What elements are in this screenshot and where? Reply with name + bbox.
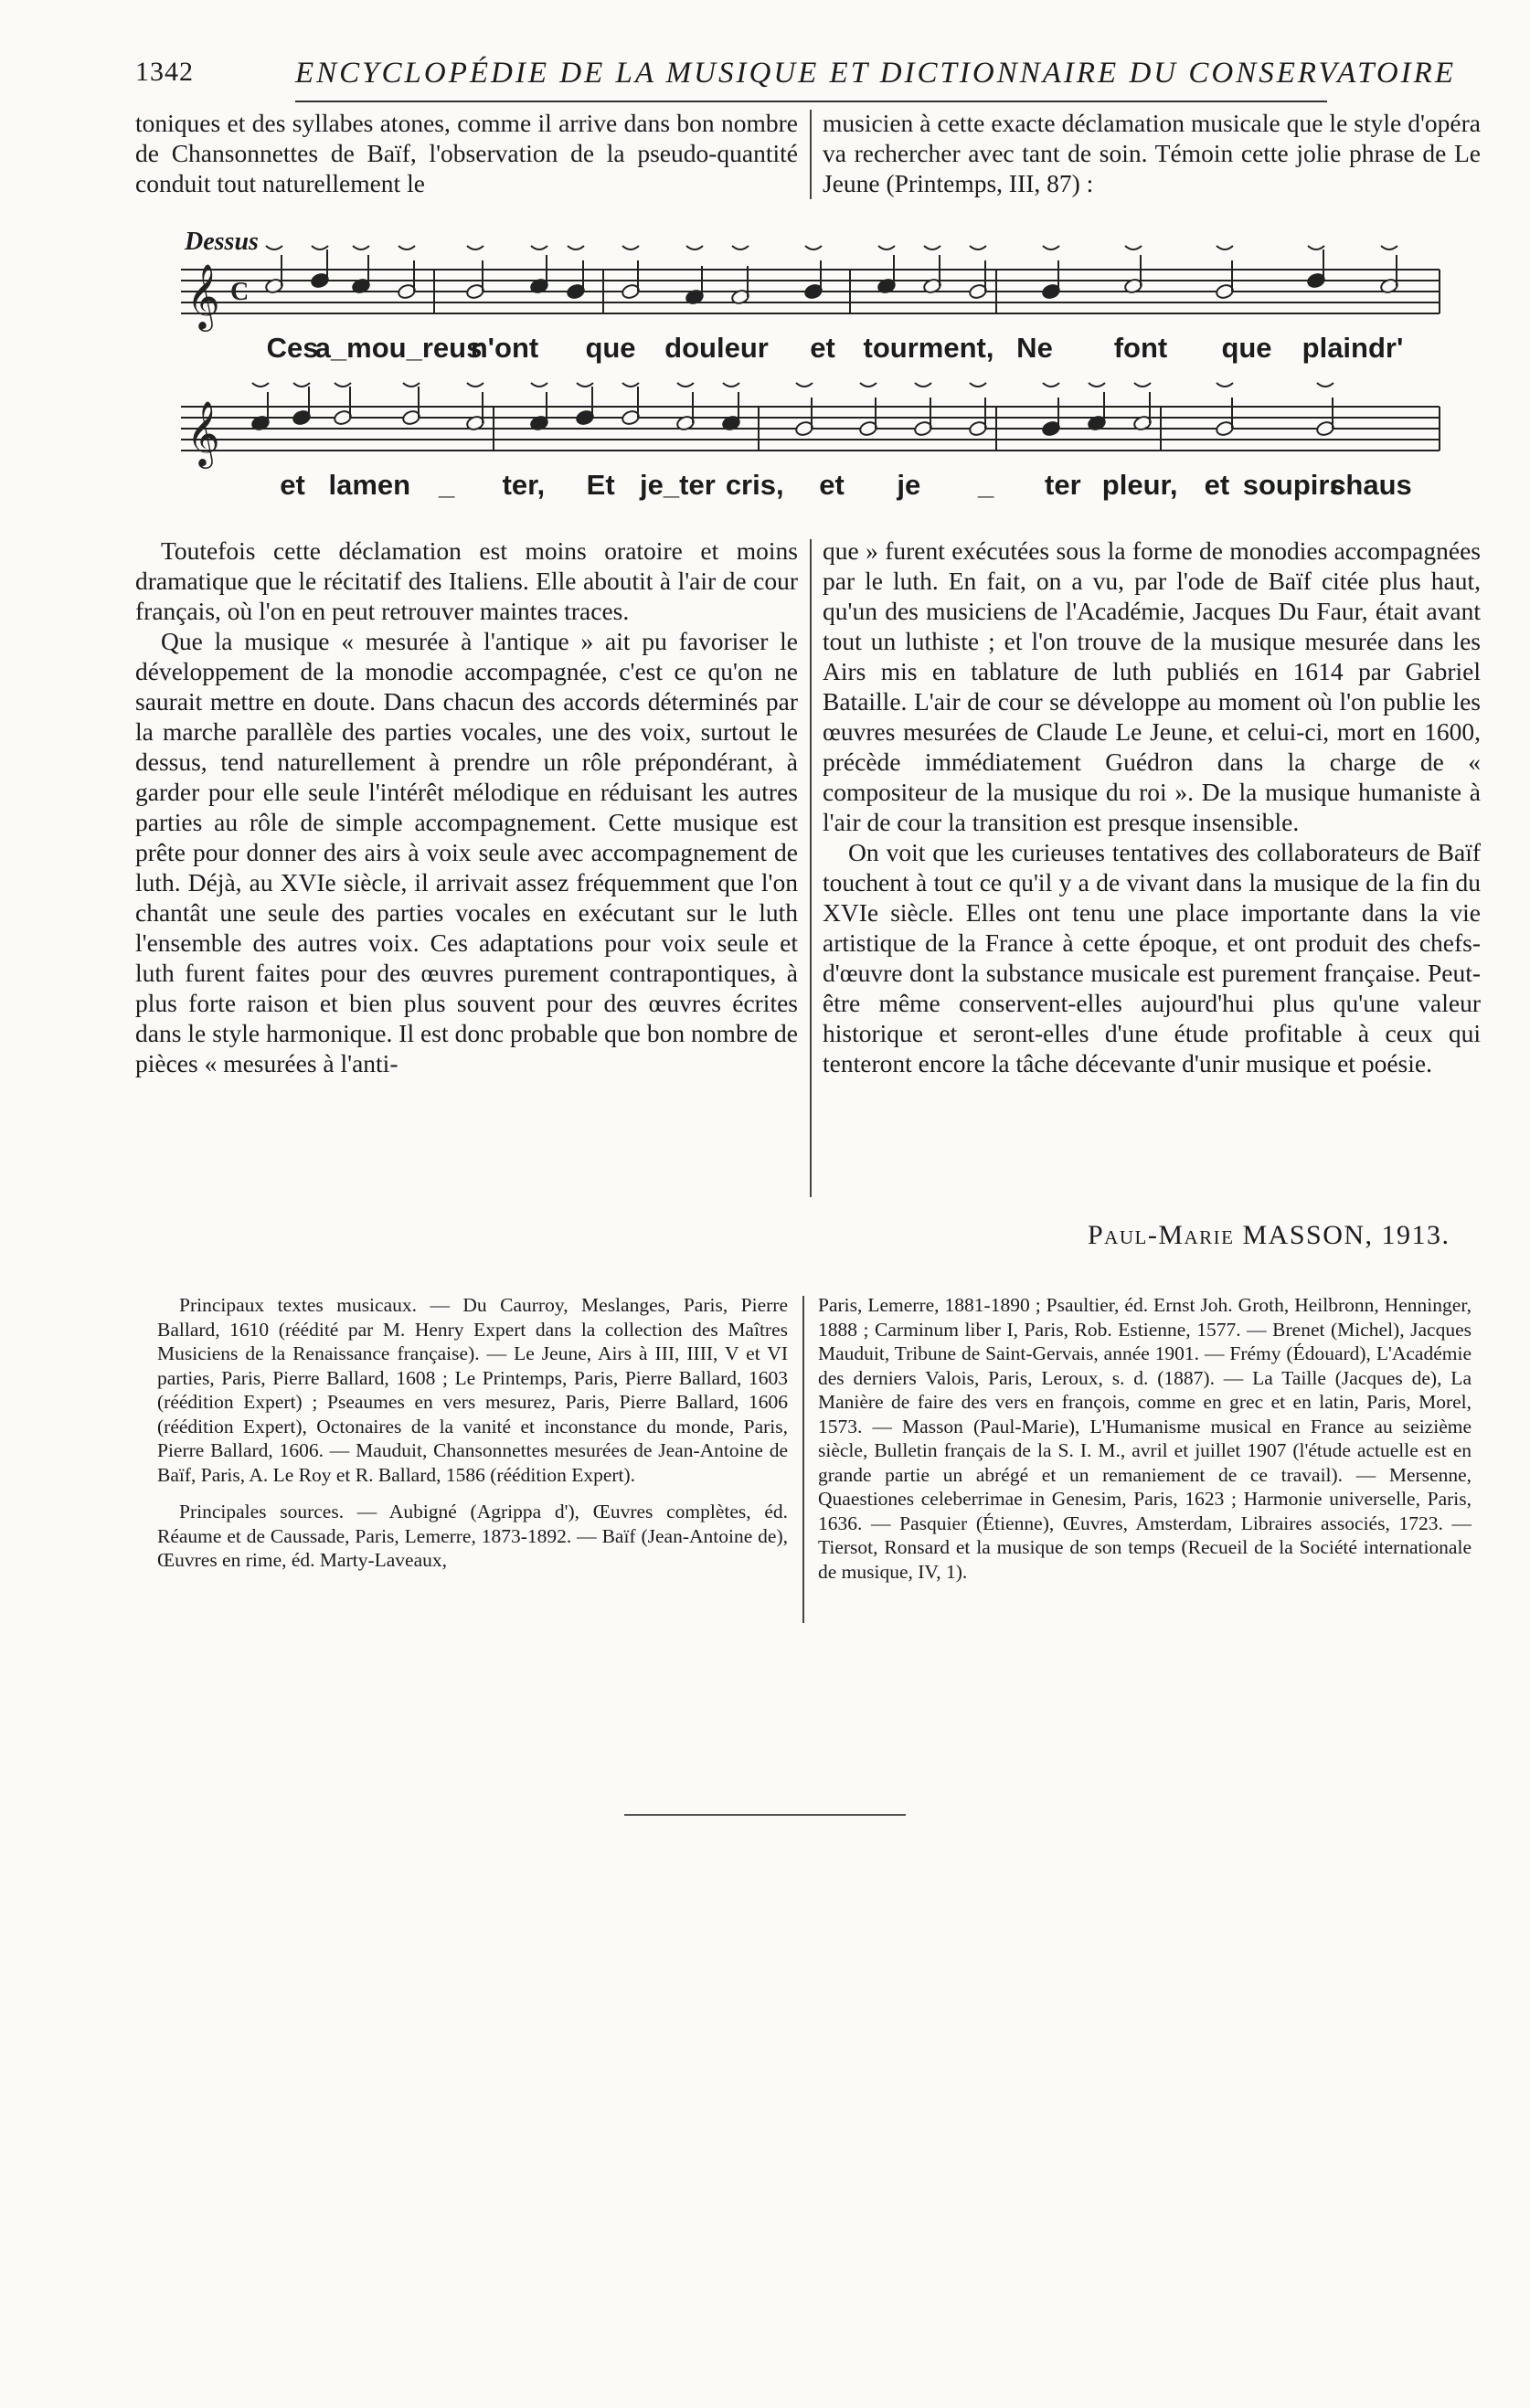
lyrics-line-2-syllable: pleur, <box>1101 469 1178 501</box>
treble-clef: 𝄞 <box>186 399 220 466</box>
quantity-mark <box>252 383 269 387</box>
quantity-mark <box>1125 246 1142 249</box>
quantity-mark <box>467 246 483 249</box>
bibliography-column-divider <box>802 1296 804 1623</box>
quantity-mark <box>1381 246 1397 249</box>
quantity-mark <box>1089 383 1105 387</box>
lyrics-line-2-syllable: _ <box>977 469 994 501</box>
lyrics-line-1-syllable: plaindr' <box>1302 332 1404 364</box>
voice-label: Dessus <box>185 228 259 256</box>
quantity-mark <box>1308 246 1324 249</box>
quantity-mark <box>732 246 749 249</box>
bibliography-right <box>818 1293 1472 1596</box>
lyrics-line-2-syllable: chaus <box>1330 469 1412 501</box>
quantity-mark <box>1217 383 1233 387</box>
top-column-divider <box>810 110 812 199</box>
quantity-mark <box>860 383 877 387</box>
quantity-mark <box>1217 246 1233 249</box>
lyrics-line-2-syllable: je <box>897 469 921 501</box>
quantity-mark <box>467 383 483 387</box>
quantity-mark <box>622 383 639 387</box>
treble-clef: 𝄞 <box>186 262 220 329</box>
music-example <box>174 224 1453 516</box>
top-left-column <box>135 108 798 198</box>
lyrics-line-2-syllable: et <box>280 469 305 501</box>
quantity-mark <box>723 383 739 387</box>
lyrics-line-1-syllable: tourment, <box>863 332 994 364</box>
lyrics-line-2-syllable: soupirs <box>1242 469 1345 501</box>
quantity-mark <box>878 246 895 249</box>
quantity-mark <box>312 246 328 249</box>
body-right-paragraph-2: On voit que les curieuses tentatives des collaborateurs de Baïf touchent à tout ce qu'il y a de vivant dans la musique de la fin du XVIe siècle. Elles ont tenu une place importante dans la vie artistique de la France à cette époque, et ont produit des chefs-d'œuvre dont la substance musicale est purement française. Peut-être même conservent-elles aujourd'hui plus qu'une valeur historique et seront-elles d'une étude profitable à ceux qui tenteront encore la tâche décevante d'unir musique et poésie. <box>823 838 1481 1077</box>
lyrics-line-2-syllable: et <box>1204 469 1230 501</box>
quantity-mark <box>677 383 694 387</box>
quantity-mark <box>915 383 931 387</box>
top-left-paragraph: toniques et des syllabes atones, comme il arrive dans bon nombre de Chansonnettes de Baïf, l'observation de la pseudo-quantité conduit tout naturellement le <box>135 109 798 197</box>
lyrics-line-2-syllable: je_ter <box>640 469 716 501</box>
quantity-mark <box>398 246 415 249</box>
author-signature: Paul-Marie MASSON, 1913. <box>1088 1220 1450 1250</box>
body-left-column <box>135 536 798 1078</box>
lyrics-line-2-syllable: et <box>819 469 845 501</box>
bibliography-musical-texts: Principaux textes musicaux. — Du Caurroy, Meslanges, Paris, Pierre Ballard, 1610 (réédité par M. Henry Expert dans la collection des Maîtres Musiciens de la Renaissance française). — Le Jeune, Airs à III, IIII, V et VI parties, Paris, Pierre Ballard, 1608 ; Le Printemps, Paris, Pierre Ballard, 1603 (réédition Expert) ; Pseaumes en vers mesurez, Paris, Pierre Ballard, 1606 (réédition Expert), Octonaires de la vanité et inconstance du monde, Paris, Pierre Ballard, 1606. — Mauduit, Chansonnettes mesurées de Jean-Antoine de Baïf, Paris, A. Le Roy et R. Ballard, 1586 (réédition Expert). <box>157 1294 788 1486</box>
quantity-mark <box>924 246 940 249</box>
lyrics-line-1-syllable: Ces <box>266 332 319 364</box>
quantity-mark <box>1043 383 1059 387</box>
lyrics-line-1-syllable: font <box>1113 332 1168 364</box>
lyrics-line-2-syllable: lamen <box>328 469 411 501</box>
lyrics-line-2-syllable: Et <box>586 469 615 501</box>
lyrics-line-1-syllable: n'ont <box>470 332 539 364</box>
quantity-mark <box>403 383 420 387</box>
lyrics-line-1-syllable: que <box>1221 332 1272 364</box>
quantity-mark <box>805 246 822 249</box>
quantity-mark <box>1043 246 1059 249</box>
quantity-mark <box>622 246 639 249</box>
top-right-paragraph: musicien à cette exacte déclamation musicale que le style d'opéra va rechercher avec tant de soin. Témoin cette jolie phrase de Le Jeune (Printemps, III, 87) : <box>823 109 1481 197</box>
page-number: 1342 <box>135 57 194 87</box>
quantity-mark <box>796 383 813 387</box>
quantity-mark <box>353 246 369 249</box>
page-header <box>135 57 1456 99</box>
quantity-mark <box>335 383 351 387</box>
lyrics-line-2-syllable: _ <box>438 469 455 501</box>
running-title: ENCYCLOPÉDIE DE LA MUSIQUE ET DICTIONNAIRE DU CONSERVATOIRE <box>295 57 1456 90</box>
lyrics-line-2-syllable: cris, <box>725 469 784 501</box>
time-signature: C <box>230 278 250 306</box>
bibliography-left <box>157 1293 788 1586</box>
header-rule <box>295 101 1327 102</box>
top-right-column <box>823 108 1481 198</box>
body-left-paragraph-1: Toutefois cette déclamation est moins oratoire et moins dramatique que le récitatif des Italiens. Elle aboutit à l'air de cour français, où l'on en peut retrouver maintes traces. <box>135 536 798 625</box>
quantity-mark <box>686 246 703 249</box>
quantity-mark <box>577 383 593 387</box>
lyrics-line-2-syllable: ter <box>1045 469 1081 501</box>
quantity-mark <box>970 383 986 387</box>
body-right-paragraph-1: que » furent exécutées sous la forme de monodies accompagnées par le luth. En fait, on a vu, par l'ode de Baïf citée plus haut, qu'un des musiciens de l'Académie, Jacques Du Faur, était avant tout un luthiste ; et l'on trouve de la musique mesurée dans les Airs mis en tablature de luth publiés en 1614 par Gabriel Bataille. L'air de cour se développe au moment où l'on publie les œuvres mesurées de Claude Le Jeune, et celui-ci, mort en 1600, précède immédiatement Guédron dans la charge de « compositeur de la musique du roi ». De la musique humaniste à l'air de cour la transition est presque insensible. <box>823 536 1481 836</box>
lyrics-line-2 <box>174 469 1453 505</box>
body-column-divider <box>810 539 812 1197</box>
lyrics-line-1-syllable: que <box>585 332 636 364</box>
body-right-column <box>823 536 1481 1078</box>
body-left-paragraph-2: Que la musique « mesurée à l'antique » ait pu favoriser le développement de la monodie accompagnée, c'est ce qu'on ne saurait mettre en doute. Dans chacun des accords déterminés par la marche parallèle des parties vocales, une des voix, surtout le dessus, tend naturellement à prendre un rôle prépondérant, à garder pour elle seule l'intérêt mélodique en réduisant les autres parties au rôle de simple accompagnement. Cette musique est prête pour donner des airs à voix seule avec accompagnement de luth. Déjà, au XVIe siècle, il arrivait assez fréquemment que l'on chantât une seule des parties vocales en exécutant sur le luth l'ensemble des autres voix. Ces adaptations pour voix seule et luth furent faites pour des œuvres purement contrapontiques, à plus forte raison et bien plus souvent pour des œuvres écrites dans le style harmonique. Il est donc probable que bon nombre de pièces « mesurées à l'anti- <box>135 627 798 1077</box>
lyrics-line-1-syllable: douleur <box>664 332 769 364</box>
quantity-mark <box>1317 383 1333 387</box>
bibliography-sources-start: Principales sources. — Aubigné (Agrippa d'), Œuvres complètes, éd. Réaume et de Caussade, Paris, Lemerre, 1873-1892. — Baïf (Jean-Antoine de), Œuvres en rime, éd. Marty-Laveaux, <box>157 1501 788 1571</box>
quantity-mark <box>531 246 547 249</box>
quantity-mark <box>568 246 584 249</box>
lyrics-line-2-syllable: ter, <box>502 469 546 501</box>
bottom-rule <box>624 1814 906 1816</box>
lyrics-line-1-syllable: Ne <box>1016 332 1053 364</box>
lyrics-line-1-syllable: a_mou_reus <box>314 332 483 364</box>
quantity-mark <box>266 246 282 249</box>
quantity-mark <box>1134 383 1151 387</box>
lyrics-line-1 <box>174 332 1453 368</box>
quantity-mark <box>970 246 986 249</box>
lyrics-line-1-syllable: et <box>810 332 835 364</box>
quantity-mark <box>293 383 310 387</box>
quantity-mark <box>531 383 547 387</box>
bibliography-sources-continued: Paris, Lemerre, 1881-1890 ; Psaultier, éd. Ernst Joh. Groth, Heilbronn, Henninger, 1888 ; Carminum liber I, Paris, Rob. Estienne, 1577. — Brenet (Michel), Jacques Mauduit, Tribune de Saint-Gervais, année 1901. — Frémy (Édouard), L'Académie des derniers Valois, Paris, Leroux, s. d. (1887). — La Taille (Jacques de), La Manière de faire des vers en françois, comme en grec et en latin, Paris, Morel, 1573. — Masson (Paul-Marie), L'Humanisme musical en France au seizième siècle, Bulletin français de la S. I. M., avril et juillet 1907 (l'étude actuelle est en grande partie un abrégé et un remaniement de ce travail). — Mersenne, Quaestiones celeberrimae in Genesim, Paris, 1623 ; Harmonie universelle, Paris, 1636. — Pasquier (Étienne), Œuvres, Amsterdam, Libraires associés, 1723. — Tiersot, Ronsard et la musique de son temps (Recueil de la Société internationale de musique, IV, 1). <box>818 1294 1472 1583</box>
